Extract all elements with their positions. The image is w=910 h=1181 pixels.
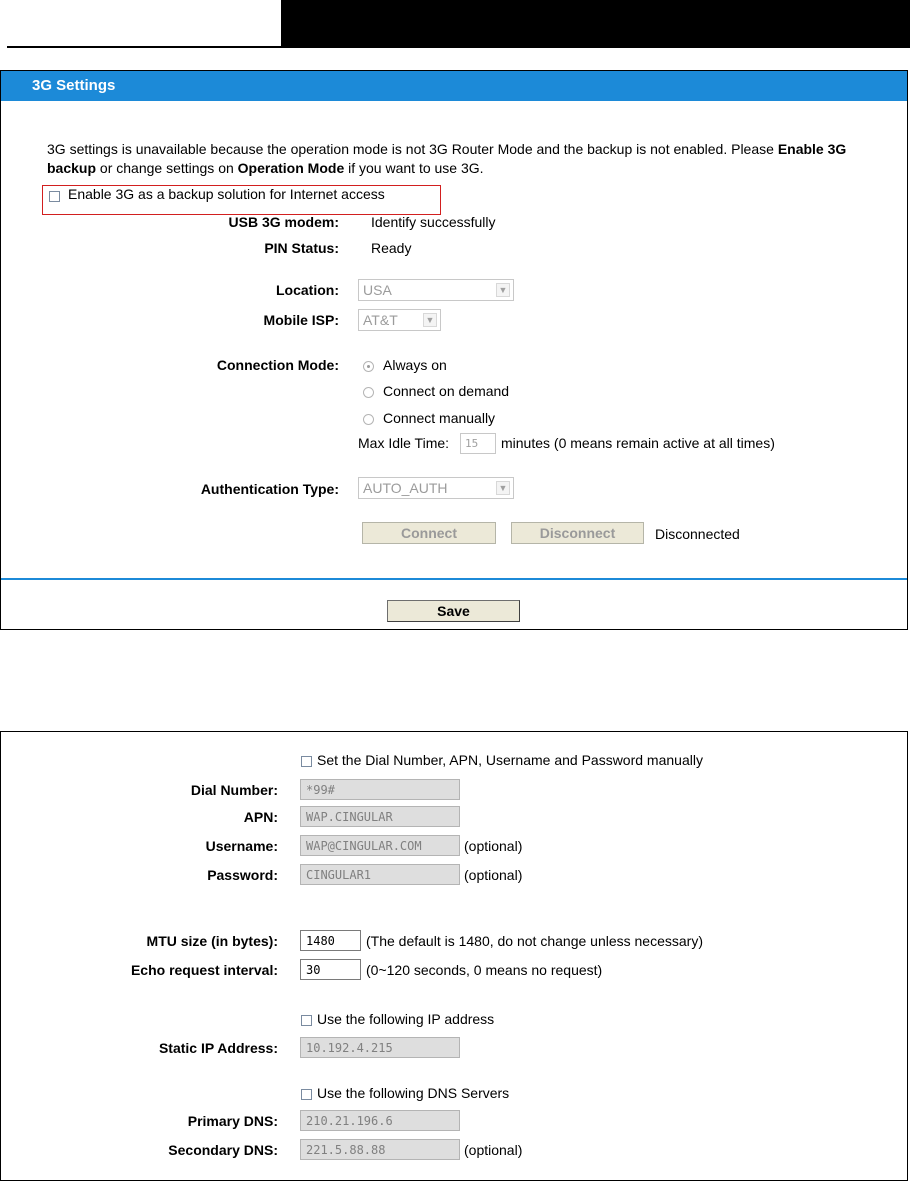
notice-part3: if you want to use 3G.: [344, 160, 484, 176]
advanced-settings-panel: [0, 731, 908, 1181]
password-label: Password:: [207, 867, 278, 883]
max-idle-input[interactable]: 15: [460, 433, 496, 454]
usb-modem-value: Identify successfully: [371, 214, 496, 230]
password-input[interactable]: CINGULAR1: [300, 864, 460, 885]
chevron-down-icon: ▼: [496, 481, 510, 495]
title-underline: [1, 100, 907, 101]
usb-modem-label: USB 3G modem:: [228, 214, 339, 230]
notice-enable-3g-backup: Enable 3G backup: [47, 141, 847, 176]
notice-part1: 3G settings is unavailable because the operation mode is not 3G Router Mode and the backup is not enabled. Please: [47, 141, 778, 157]
echo-interval-label: Echo request interval:: [130, 962, 278, 978]
mtu-input[interactable]: 1480: [300, 930, 361, 951]
static-ip-input[interactable]: 10.192.4.215: [300, 1037, 460, 1058]
radio-connect-on-demand[interactable]: [363, 387, 374, 398]
mobile-isp-select[interactable]: [358, 309, 441, 331]
radio-connect-manually[interactable]: [363, 414, 374, 425]
apn-input[interactable]: WAP.CINGULAR: [300, 806, 460, 827]
section-divider: [1, 578, 907, 580]
echo-interval-note: (0~120 seconds, 0 means no request): [366, 962, 603, 978]
dial-number-label: Dial Number:: [190, 782, 278, 798]
backup-checkbox[interactable]: [49, 191, 60, 202]
auth-type-select[interactable]: [358, 477, 514, 499]
username-label: Username:: [205, 838, 278, 854]
mtu-note: (The default is 1480, do not change unless necessary): [366, 933, 703, 949]
dns-checkbox[interactable]: [301, 1089, 312, 1100]
manual-dial-checkbox[interactable]: [301, 756, 312, 767]
apn-label: APN:: [243, 809, 278, 825]
header-bar: [281, 0, 910, 48]
username-input[interactable]: WAP@CINGULAR.COM: [300, 835, 460, 856]
notice-part2: or change settings on: [96, 160, 238, 176]
connection-mode-label: Connection Mode:: [216, 357, 339, 373]
option-always-on: Always on: [383, 357, 447, 373]
pin-status-label: PIN Status:: [264, 240, 339, 256]
mobile-isp-selected-value: AT&T: [363, 312, 398, 328]
notice-operation-mode: Operation Mode: [237, 160, 345, 176]
max-idle-suffix: minutes (0 means remain active at all times): [501, 435, 775, 451]
secondary-dns-note: (optional): [464, 1142, 523, 1158]
save-button[interactable]: Save: [387, 600, 520, 622]
mobile-isp-label: Mobile ISP:: [263, 312, 339, 328]
location-select[interactable]: [358, 279, 514, 301]
dial-number-input[interactable]: *99#: [300, 779, 460, 800]
username-note: (optional): [464, 838, 523, 854]
password-note: (optional): [464, 867, 523, 883]
auth-type-label: Authentication Type:: [200, 481, 339, 497]
panel-title: 3G Settings: [1, 71, 907, 100]
pin-status-value: Ready: [371, 240, 412, 256]
static-ip-checkbox-label: Use the following IP address: [317, 1011, 495, 1027]
option-connect-manually: Connect manually: [383, 410, 496, 426]
primary-dns-label: Primary DNS:: [187, 1113, 278, 1129]
notice-text: [47, 140, 877, 178]
secondary-dns-label: Secondary DNS:: [168, 1142, 278, 1158]
backup-checkbox-label: Enable 3G as a backup solution for Internet access: [68, 186, 385, 202]
chevron-down-icon: ▼: [423, 313, 437, 327]
radio-always-on[interactable]: [363, 361, 374, 372]
mtu-label: MTU size (in bytes):: [146, 933, 278, 949]
auth-type-selected-value: AUTO_AUTH: [363, 480, 448, 496]
dns-checkbox-label: Use the following DNS Servers: [317, 1085, 510, 1101]
disconnect-button[interactable]: Disconnect: [511, 522, 644, 544]
echo-interval-input[interactable]: 30: [300, 959, 361, 980]
max-idle-label: Max Idle Time:: [358, 435, 450, 451]
chevron-down-icon: ▼: [496, 283, 510, 297]
connection-status: Disconnected: [655, 526, 740, 542]
option-connect-on-demand: Connect on demand: [383, 383, 510, 399]
location-selected-value: USA: [363, 282, 392, 298]
manual-dial-checkbox-label: Set the Dial Number, APN, Username and Password manually: [317, 752, 703, 768]
static-ip-checkbox[interactable]: [301, 1015, 312, 1026]
connect-button[interactable]: Connect: [362, 522, 496, 544]
header-divider: [7, 46, 281, 48]
3g-settings-panel: [0, 70, 908, 630]
location-label: Location:: [276, 282, 339, 298]
static-ip-label: Static IP Address:: [158, 1040, 278, 1056]
secondary-dns-input[interactable]: 221.5.88.88: [300, 1139, 460, 1160]
primary-dns-input[interactable]: 210.21.196.6: [300, 1110, 460, 1131]
